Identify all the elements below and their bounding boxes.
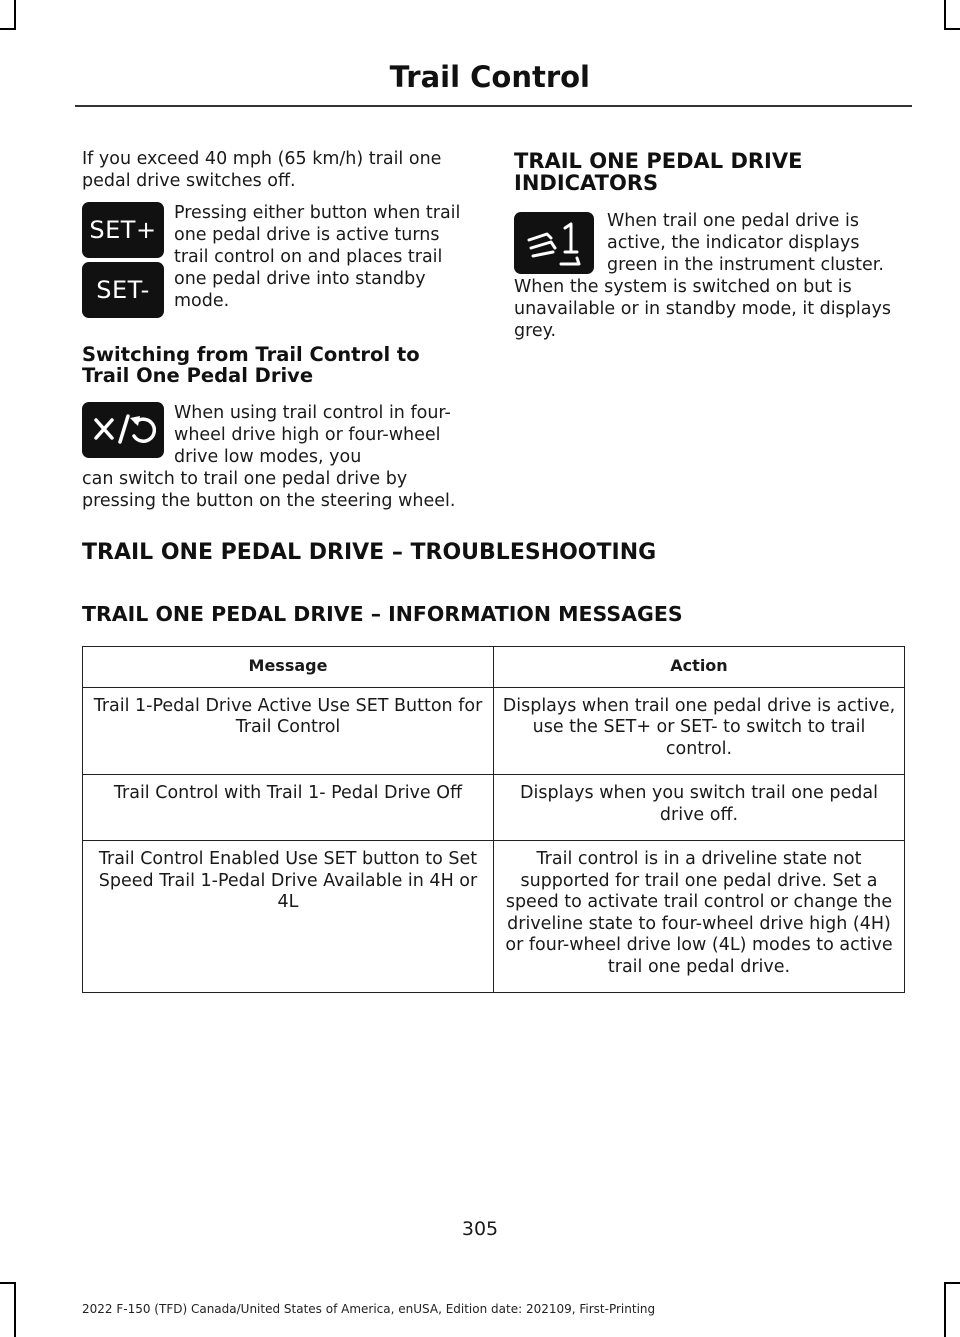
crop-mark xyxy=(944,0,946,30)
crop-mark xyxy=(0,1282,16,1284)
x-slash-undo-icon xyxy=(82,402,164,458)
crop-mark xyxy=(944,28,960,30)
table-header-row xyxy=(83,647,905,688)
header-divider xyxy=(75,105,912,107)
page-number: 305 xyxy=(461,1218,499,1240)
switch-paragraph-wrapped: When using trail control in four-wheel drive high or four-wheel drive low modes, you xyxy=(174,403,451,467)
indicator-paragraph-wrapped: When trail one pedal drive is active, the indicator displays green in the instrument cluster. xyxy=(607,211,884,275)
message-cell: Trail Control Enabled Use SET button to Set Speed Trail 1-Pedal Drive Available in 4H or 4L xyxy=(83,841,494,993)
pressing-paragraph: Pressing either button when trail one pedal drive is active turns trail control on and places trail one pedal drive into standby mode. xyxy=(174,203,461,311)
action-cell: Displays when trail one pedal drive is active, use the SET+ or SET- to switch to trail control. xyxy=(494,687,905,775)
indicator-paragraph-full: When the system is switched on but is unavailable or in standby mode, it displays grey. xyxy=(514,277,891,341)
table-row xyxy=(83,687,905,775)
crop-mark xyxy=(944,1282,946,1337)
switch-paragraph-full: can switch to trail one pedal drive by pressing the button on the steering wheel. xyxy=(82,469,456,511)
set-minus-icon: SET- xyxy=(82,262,164,318)
message-cell: Trail 1-Pedal Drive Active Use SET Button for Trail Control xyxy=(83,687,494,775)
switch-heading: Switching from Trail Control to Trail One Pedal Drive xyxy=(82,343,420,387)
x-slash-undo-glyph xyxy=(90,410,156,450)
indicators-heading: TRAIL ONE PEDAL DRIVE INDICATORS xyxy=(514,149,803,195)
crop-mark xyxy=(14,1282,16,1337)
crop-mark xyxy=(944,1282,960,1284)
page-title: Trail Control xyxy=(389,60,590,94)
crop-mark xyxy=(0,28,16,30)
troubleshooting-heading: TRAIL ONE PEDAL DRIVE – TROUBLESHOOTING xyxy=(82,540,657,565)
column-header-message: Message xyxy=(83,647,494,688)
table-row xyxy=(83,775,905,841)
messages-heading: TRAIL ONE PEDAL DRIVE – INFORMATION MESSAGES xyxy=(82,602,683,626)
table-row xyxy=(83,841,905,993)
pedal-indicator-glyph xyxy=(521,218,587,268)
column-header-action: Action xyxy=(494,647,905,688)
pedal-1-icon xyxy=(514,212,594,274)
message-cell: Trail Control with Trail 1- Pedal Drive Off xyxy=(83,775,494,841)
intro-paragraph: If you exceed 40 mph (65 km/h) trail one pedal drive switches off. xyxy=(82,149,442,191)
edition-info: 2022 F-150 (TFD) Canada/United States of America, enUSA, Edition date: 202109, First-Printing xyxy=(82,1302,656,1316)
messages-table xyxy=(82,646,905,993)
set-plus-icon: SET+ xyxy=(82,202,164,258)
action-cell: Trail control is in a driveline state not supported for trail one pedal drive. Set a speed to activate trail control or change the driveline state to four-wheel drive high (4H) or four-wheel drive low (4L) modes to active trail one pedal drive. xyxy=(494,841,905,993)
crop-mark xyxy=(14,0,16,30)
action-cell: Displays when you switch trail one pedal drive off. xyxy=(494,775,905,841)
